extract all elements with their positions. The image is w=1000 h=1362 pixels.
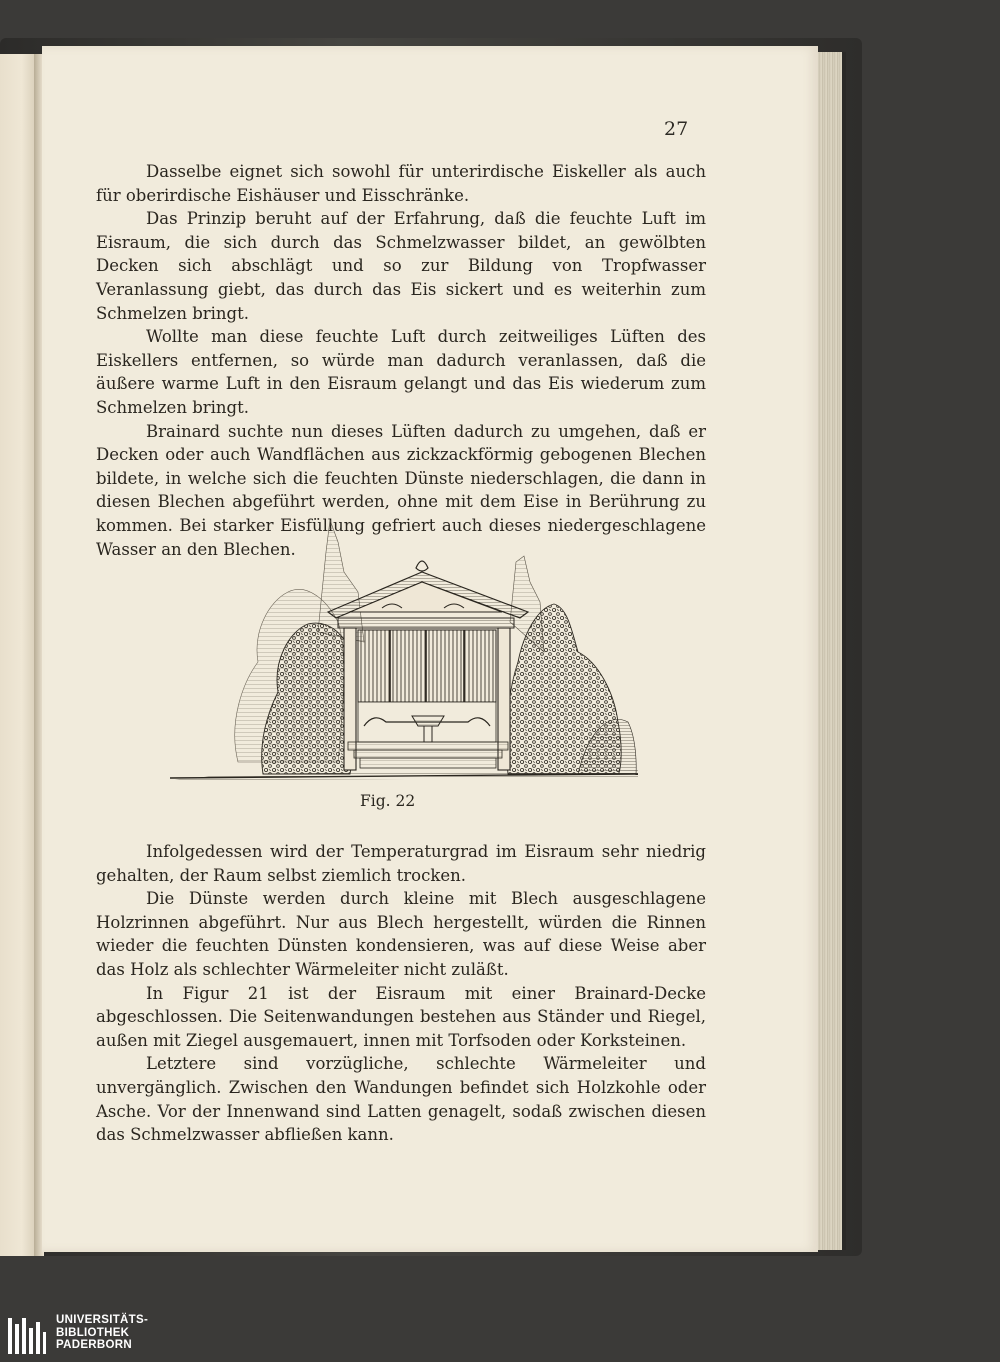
paragraph: Brainard suchte nun dieses Lüften dadurch zu umgehen, daß er Decken oder auch Wandflächen aus zickzackförmig gebogenen Blechen bildete, in welche sich die feuchten Dünste niederschlagen, die dann in diesen Blechen abgeführt werden, ohne mit dem Eise in Berührung zu kommen. Bei starker Eisfüllung gefriert auch dieses niedergeschlagene Wasser an den Blechen. — [96, 421, 706, 559]
paragraph: Letztere sind vorzügliche, schlechte Wärmeleiter und unvergänglich. Zwischen den Wandungen befindet sich Holzkohle oder Asche. Vor der Innenwand sind Latten genagelt, sodaß zwischen diesen das Schmelzwasser abfließen kann. — [96, 1054, 706, 1145]
library-logo[interactable] — [0, 1310, 200, 1362]
garden-pavilion-illustration — [168, 512, 640, 788]
library-name-line: PADERBORN — [56, 1339, 132, 1351]
page-number: 27 — [664, 118, 689, 140]
library-name-line: UNIVERSITÄTS- — [56, 1314, 149, 1326]
paragraph: Die Dünste werden durch kleine mit Blech ausgeschlagene Holzrinnen abgeführt. Nur aus Blech hergestellt, würden die Rinnen wieder die feuchten Dünsten kondensieren, was auf diese Weise aber das Holz als schlechter Wärmeleiter nicht zuläßt. — [96, 889, 706, 979]
paragraph: Infolgedessen wird der Temperaturgrad im Eisraum sehr niedrig gehalten, der Raum selbst ziemlich trocken. — [96, 842, 706, 885]
figure-caption: Fig. 22 — [360, 792, 416, 810]
library-name — [56, 1314, 148, 1352]
paragraph: Dasselbe eignet sich sowohl für unterirdische Eiskeller als auch für oberirdische Eishäuser und Eisschränke. — [96, 162, 706, 205]
page-edges — [818, 52, 842, 1250]
paragraph: Wollte man diese feuchte Luft durch zeitweiliges Lüften des Eiskellers entfernen, so würde man dadurch veranlassen, daß die äußere warme Luft in den Eisraum gelangt und das Eis wiederum zum Schmelzen bringt. — [96, 327, 706, 417]
paragraph: In Figur 21 ist der Eisraum mit einer Brainard-Decke abgeschlossen. Die Seitenwandungen bestehen aus Ständer und Riegel, außen mit Ziegel ausgemauert, innen mit Torfsoden oder Korksteinen. — [96, 983, 706, 1050]
left-page-edge — [0, 54, 36, 1256]
text-block-bottom — [96, 840, 706, 1147]
library-logo-mark-icon — [6, 1314, 48, 1358]
library-name-line: BIBLIOTHEK — [56, 1326, 130, 1339]
paragraph: Das Prinzip beruht auf der Erfahrung, daß die feuchte Luft im Eisraum, die sich durch das Schmelzwasser bildet, an gewölbten Decken sich abschlägt und so zur Bildung von Tropfwasser Veranlassung giebt, das durch das Eis sickert und es weiterhin zum Schmelzen bringt. — [96, 209, 706, 323]
text-block-top — [96, 160, 706, 561]
